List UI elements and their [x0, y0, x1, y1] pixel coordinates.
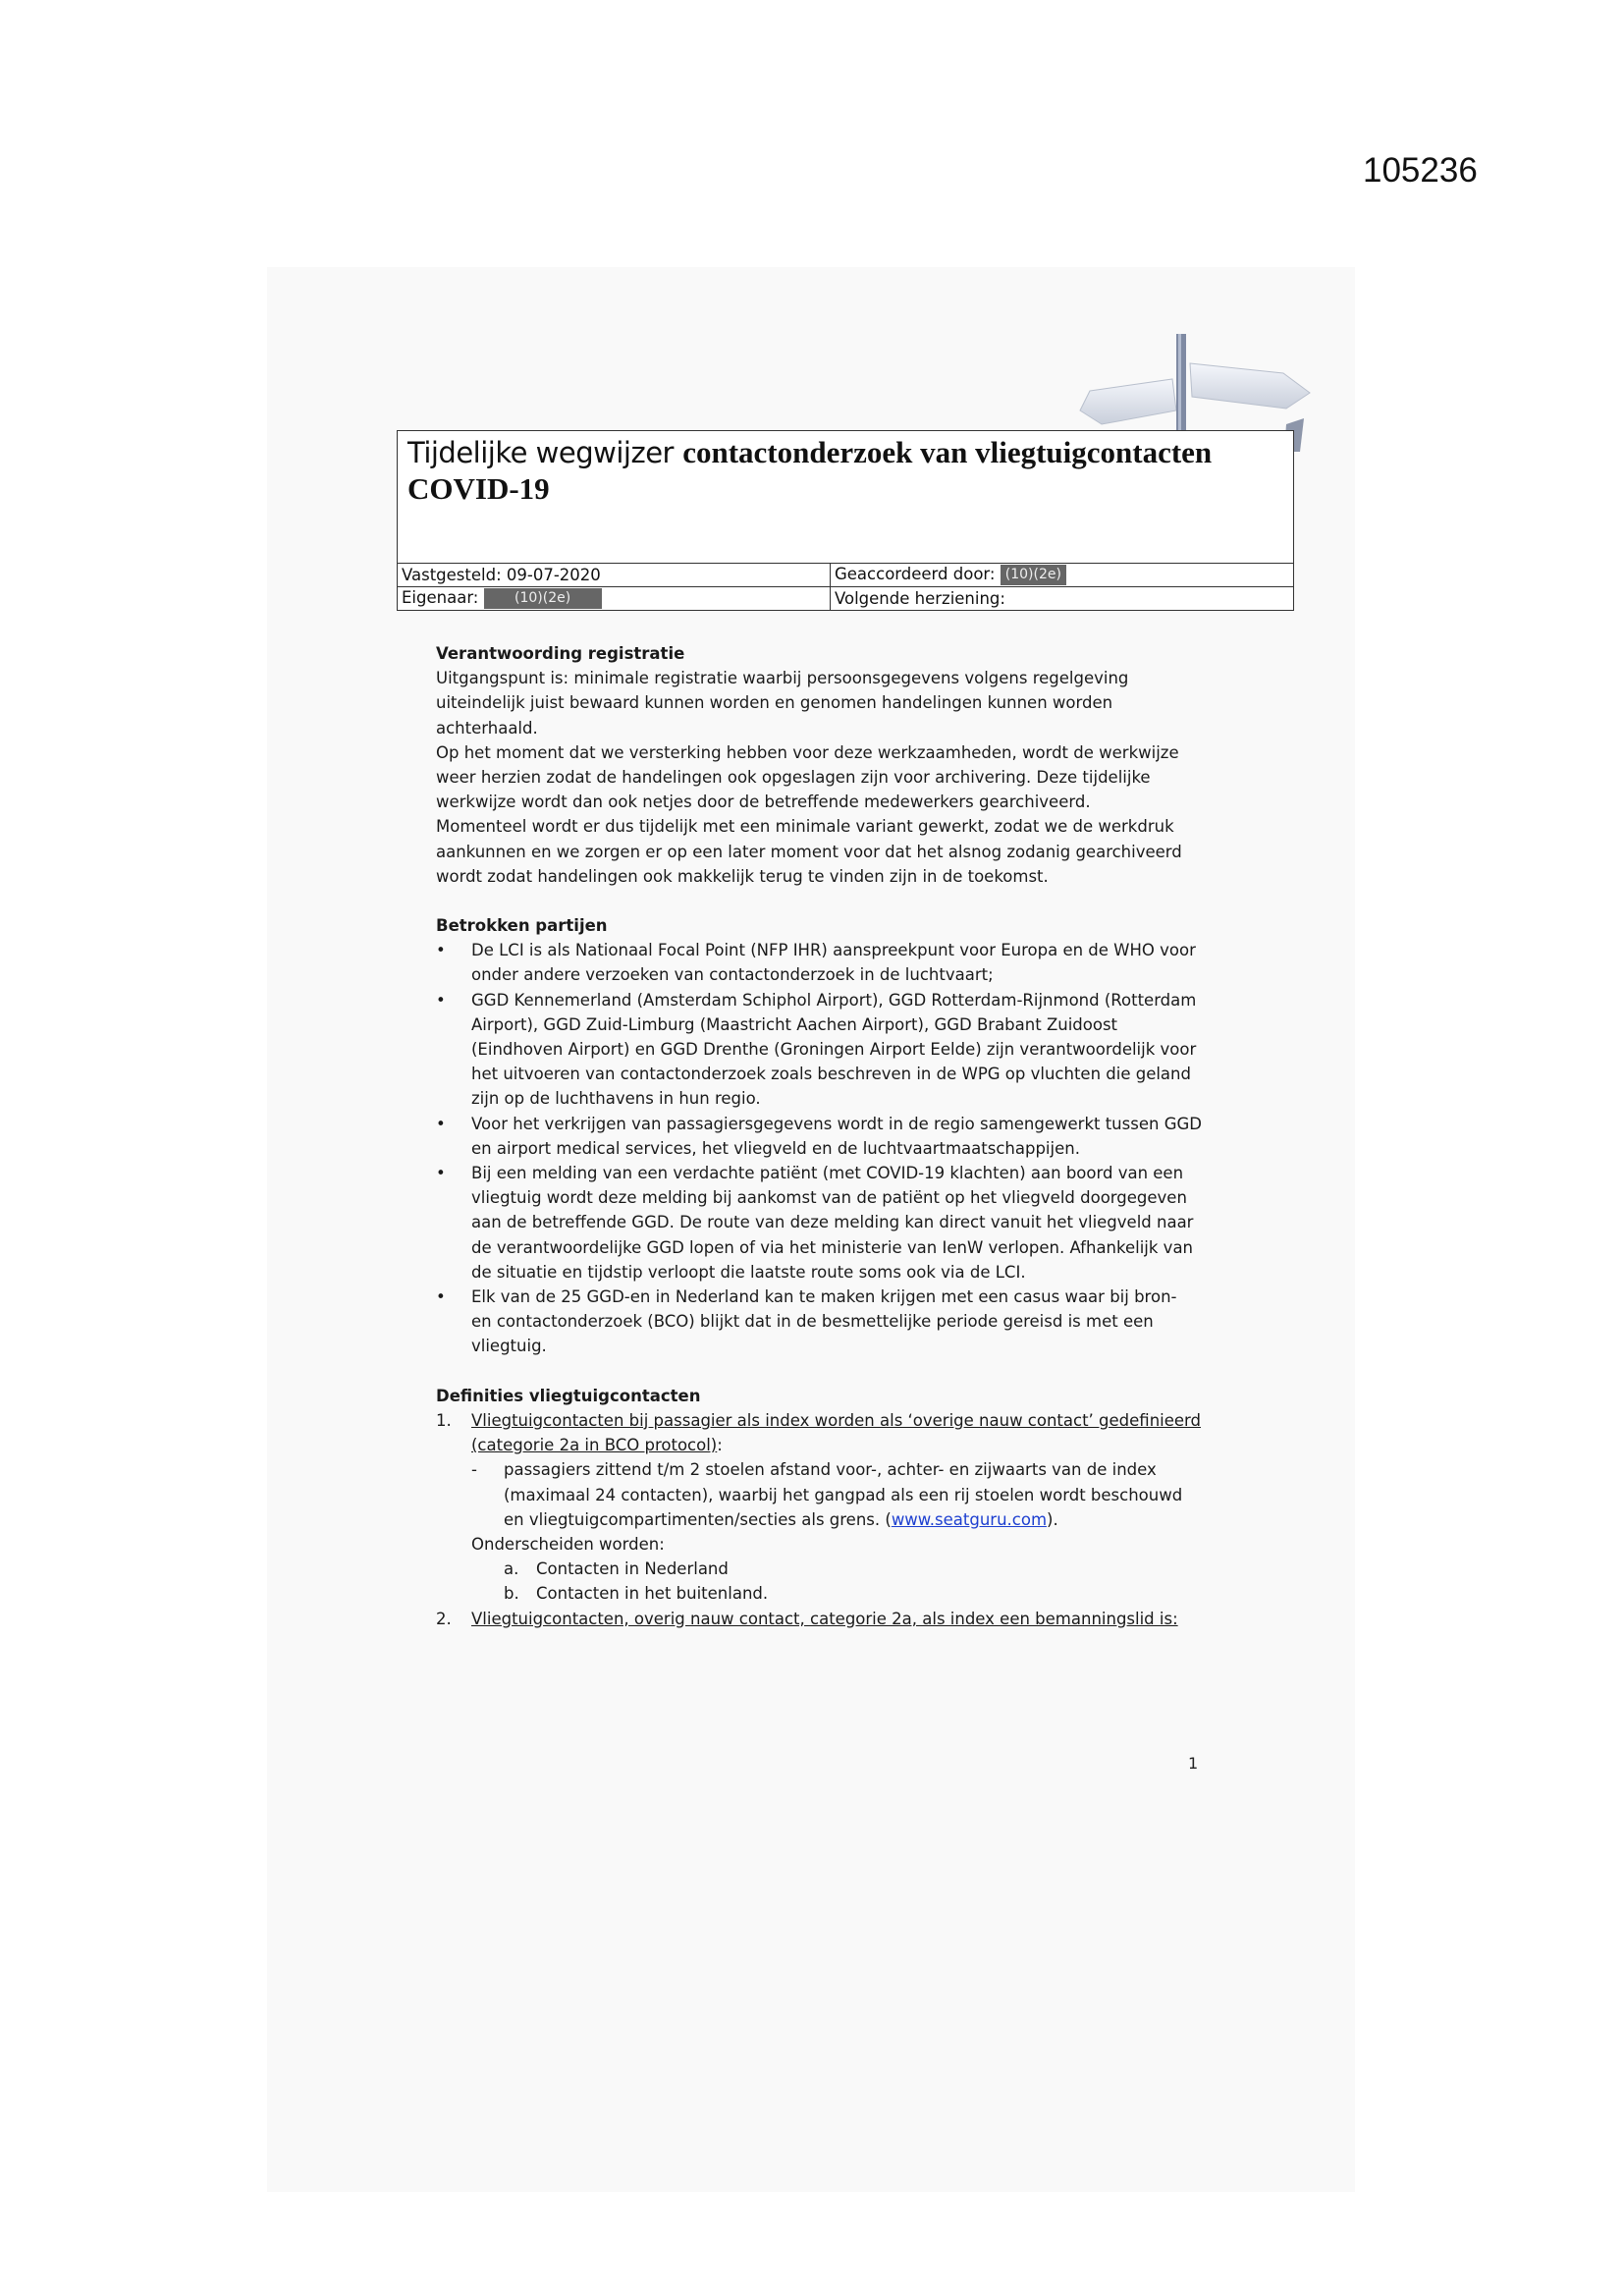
vastgesteld-cell: Vastgesteld: 09-07-2020	[398, 564, 831, 587]
metadata-row-2	[398, 587, 1294, 611]
metadata-table	[397, 563, 1294, 611]
bullet-item	[436, 1112, 1202, 1161]
bullet-item	[436, 1161, 1202, 1285]
section-heading-partijen: Betrokken partijen	[436, 916, 608, 936]
sub-item	[436, 1557, 1202, 1581]
sub-item	[436, 1581, 1202, 1606]
bullet-text: Bij een melding van een verdachte patiënt (met COVID-19 klachten) aan boord van een vliegtuig wordt deze melding bij aankomst van de patiënt op het vliegveld doorgegeven aan de betreffende GGD. De route van deze melding kan direct vanuit het vliegveld naar de verantwoordelijke GGD lopen of via het ministerie van IenW verlopen. Afhankelijk van de situatie en tijdstip verloopt die laatste route soms ook via de LCI.	[471, 1164, 1194, 1282]
sub-item-text: Contacten in het buitenland.	[536, 1584, 769, 1604]
herziening-cell: Volgende herziening:	[831, 587, 1294, 611]
numbered-item-1	[436, 1408, 1202, 1457]
dash-marker: -	[471, 1460, 477, 1480]
item-title: Vliegtuigcontacten bij passagier als index worden als ‘overige nauw contact’ gedefinieerd (categorie 2a in BCO protocol)	[471, 1410, 1201, 1455]
title-line-2: COVID-19	[407, 471, 550, 506]
sub-item-label: b.	[504, 1584, 519, 1604]
eigenaar-cell	[398, 587, 831, 611]
dash-text-end: ).	[1047, 1509, 1058, 1529]
onderscheiden-label: Onderscheiden worden:	[471, 1534, 665, 1554]
sub-item-label: a.	[504, 1559, 519, 1579]
paragraph: Uitgangspunt is: minimale registratie waarbij persoonsgegevens volgens regelgeving uiteindelijk juist bewaard kunnen worden en genomen handelingen kunnen worden achterhaald.	[436, 669, 1129, 738]
document-number: 105236	[1363, 151, 1478, 190]
title-box	[397, 430, 1294, 564]
bullet-dot-icon: •	[436, 990, 446, 1010]
bullet-dot-icon: •	[436, 1287, 446, 1307]
bullet-dot-icon: •	[436, 941, 446, 960]
geaccordeerd-redaction: (10)(2e)	[1001, 565, 1066, 585]
item-colon: :	[717, 1436, 723, 1455]
dash-text: passagiers zittend t/m 2 stoelen afstand voor-, achter- en zijwaarts van de index (maximaal 24 contacten), waarbij het gangpad als een rij stoelen wordt beschouwd en vliegtuigcompartimenten/secties als grens. (	[504, 1460, 1183, 1529]
title-line-1	[407, 435, 1212, 470]
title-main: contactonderzoek van vliegtuigcontacten	[682, 435, 1213, 469]
item-title: Vliegtuigcontacten, overig nauw contact, categorie 2a, als index een bemanningslid is:	[471, 1609, 1178, 1628]
bullet-dot-icon: •	[436, 1114, 446, 1133]
bullet-text: Voor het verkrijgen van passagiersgegevens wordt in de regio samengewerkt tussen GGD en airport medical services, het vliegveld en de luchtvaartmaatschappijen.	[471, 1114, 1202, 1158]
paragraph: Op het moment dat we versterking hebben voor deze werkzaamheden, wordt de werkwijze weer herzien zodat de handelingen ook opgeslagen zijn voor archivering. Deze tijdelijke werkwijze wordt dan ook netjes door de betreffende medewerkers gearchiveerd.	[436, 742, 1179, 812]
document-body	[436, 641, 1202, 1631]
bullet-item	[436, 938, 1202, 987]
eigenaar-redaction: (10)(2e)	[484, 588, 602, 609]
bullet-text: De LCI is als Nationaal Focal Point (NFP IHR) aanspreekpunt voor Europa en de WHO voor onder andere verzoeken van contactonderzoek in de luchtvaart;	[471, 941, 1196, 985]
numbered-item-2	[436, 1607, 1202, 1631]
geaccordeerd-label: Geaccordeerd door:	[835, 565, 996, 583]
dash-item	[436, 1457, 1202, 1532]
bullet-item	[436, 988, 1202, 1112]
bullet-text: Elk van de 25 GGD-en in Nederland kan te maken krijgen met een casus waar bij bron- en contactonderzoek (BCO) blijkt dat in de besmettelijke periode gereisd is met een vliegtuig.	[471, 1287, 1177, 1356]
item-number: 1.	[436, 1410, 452, 1430]
title-prefix: Tijdelijke wegwijzer	[407, 436, 674, 469]
metadata-row-1	[398, 564, 1294, 587]
item-number: 2.	[436, 1609, 452, 1628]
seatguru-link[interactable]: www.seatguru.com	[891, 1509, 1048, 1529]
page-number: 1	[1188, 1754, 1199, 1773]
bullet-dot-icon: •	[436, 1164, 446, 1183]
section-heading-verantwoording: Verantwoording registratie	[436, 644, 685, 663]
eigenaar-label: Eigenaar:	[402, 588, 479, 607]
bullet-text: GGD Kennemerland (Amsterdam Schiphol Airport), GGD Rotterdam-Rijnmond (Rotterdam Airport), GGD Zuid-Limburg (Maastricht Aachen Airport), GGD Brabant Zuidoost (Eindhoven Airport) en GGD Drenthe (Groningen Airport Eelde) zijn verantwoordelijk voor het uitvoeren van contactonderzoek zoals beschreven in de WPG op vluchten die geland zijn op de luchthavens in hun regio.	[471, 990, 1197, 1109]
bullet-item	[436, 1285, 1202, 1359]
section-heading-definities: Definities vliegtuigcontacten	[436, 1386, 701, 1405]
geaccordeerd-cell	[831, 564, 1294, 587]
paragraph: Momenteel wordt er dus tijdelijk met een minimale variant gewerkt, zodat we de werkdruk aankunnen en we zorgen er op een later moment voor dat het alsnog zodanig gearchiveerd wordt zodat handelingen ook makkelijk terug te vinden zijn in de toekomst.	[436, 817, 1182, 886]
sub-item-text: Contacten in Nederland	[536, 1559, 729, 1579]
